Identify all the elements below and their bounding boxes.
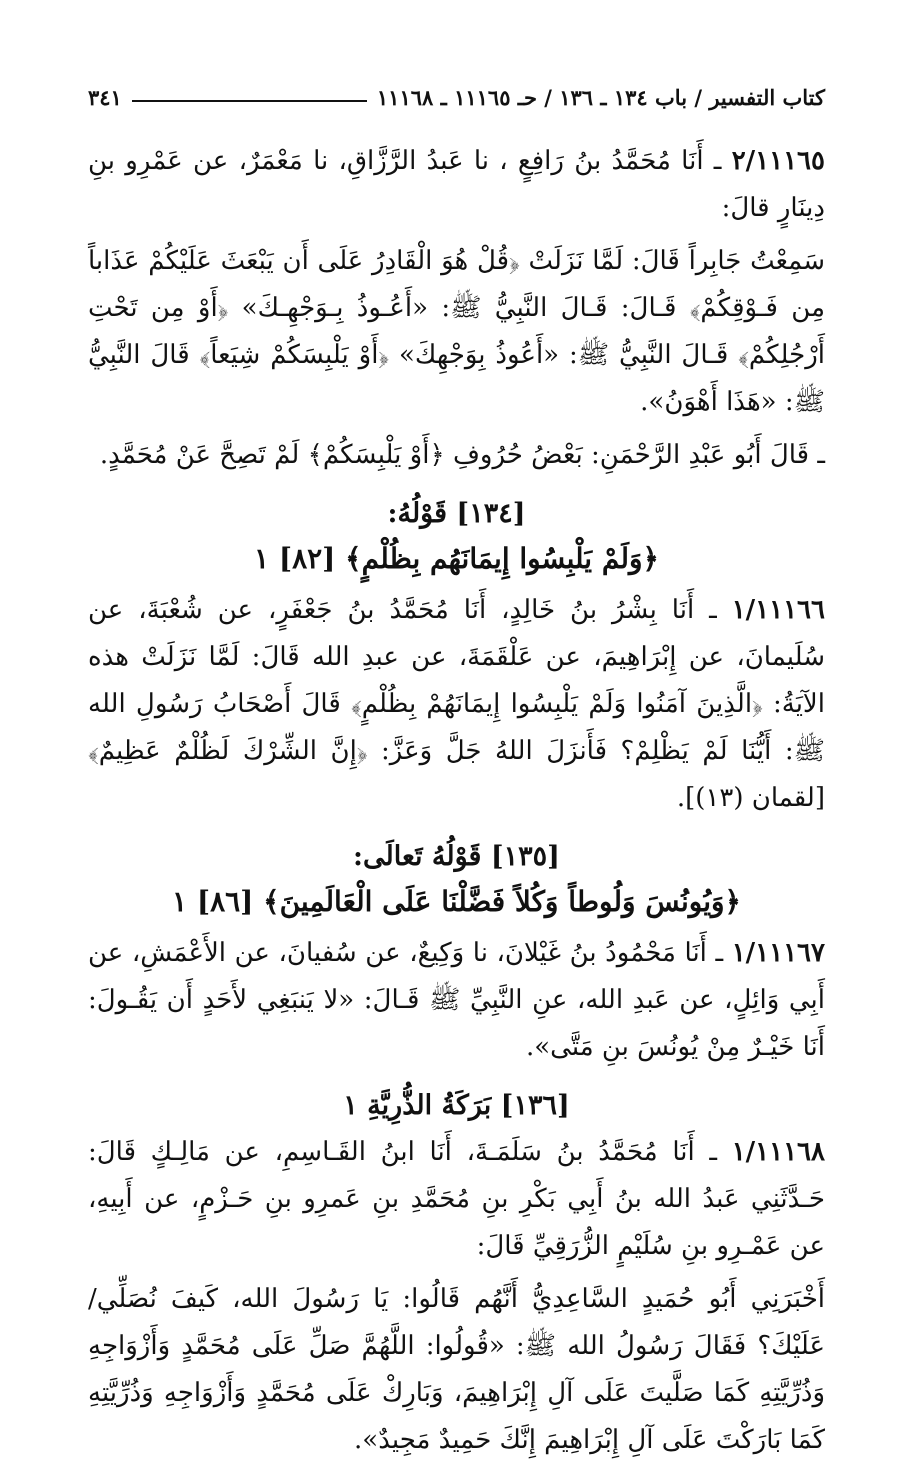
paragraph-text: ـ أَنَا مَحْمُودُ بنُ غَيْلانَ، نا وَكِيعٌ، عن سُفيانَ، عن الأَعْمَشِ، عن أَبِي وَائِلٍ، عن عَبدِ الله، عنِ النَّبِيِّ ﷺ قَـالَ: «لا يَنبَغِي لأَحَدٍ أَن يَقُـولَ: أَنَا خَيْـرٌ مِنْ يُونُسَ بنِ مَتَّى». bbox=[88, 938, 825, 1062]
paragraph-hadith-11166 bbox=[88, 587, 825, 822]
hadith-number: ١/١١١٦٨ bbox=[731, 1137, 825, 1167]
verse-82: ﴿وَلَمْ يَلْبِسُوا إِيمَانَهُم بِظُلْمٍ﴾ [٨٢] ١ bbox=[254, 542, 659, 575]
paragraph-text: ـ قَالَ أَبُو عَبْدِ الرَّحْمَنِ: بَعْضُ حُرُوفِ ﴿أَوْ يَلْبِسَكُمْ﴾ لَمْ تَصِحَّ عَنْ مُحَمَّدٍ. bbox=[99, 440, 825, 470]
section-heading-136: [١٣٦] بَرَكَةُ الذُّرِيَّةِ ١ bbox=[343, 1090, 570, 1121]
paragraph-hadith-11165 bbox=[88, 138, 825, 232]
paragraph-abu-humaid bbox=[88, 1276, 825, 1464]
paragraph-note bbox=[88, 432, 825, 479]
paragraph-jabir bbox=[88, 238, 825, 426]
header-title: كتاب التفسير / باب ١٣٤ ـ ١٣٦ / حـ ١١١٦٥ ـ ١١١٦٨ bbox=[376, 85, 825, 110]
running-header bbox=[88, 68, 825, 110]
paragraph-text: ـ أَنَا مُحَمَّدُ بنُ رَافِعٍ ، نا عَبدُ الرَّزَّاقِ، نا مَعْمَرٌ، عن عَمْرِو بنِ دِينَارٍ قالَ: bbox=[88, 146, 825, 223]
hadith-number: ١/١١١٦٧ bbox=[731, 938, 825, 968]
hadith-number: ٢/١١١٦٥ bbox=[731, 146, 825, 176]
paragraph-hadith-11167 bbox=[88, 930, 825, 1071]
paragraph-hadith-11168 bbox=[88, 1129, 825, 1270]
paragraph-text: ـ أَنَا بِشْرُ بنُ خَالِدٍ، أَنَا مُحَمَّدُ بنُ جَعْفَرٍ، عن شُعْبَةَ، عن سُلَيمانَ، عن إِبْرَاهِيمَ، عن عَلْقَمَةَ، عن عبدِ الله قَالَ: لَمَّا نَزَلَتْ هذه الآيَةُ: ﴿الَّذِينَ آمَنُوا وَلَمْ يَلْبِسُوا إِيمَانَهُمْ بِظُلْمٍ﴾ قَالَ أَصْحَابُ رَسُولِ الله ﷺ: أَيُّنَا لَمْ يَظْلِمْ؟ فَأَنزَلَ اللهُ جَلَّ وَعَزَّ: ﴿إِنَّ الشِّرْكَ لَظُلْمٌ عَظِيمٌ﴾ [لقمان (١٣)]. bbox=[88, 595, 825, 813]
paragraph-text: ـ أَنَا مُحَمَّدُ بنُ سَلَمَـةَ، أَنَا ابنُ القَـاسِمِ، عن مَالِـكٍ قَالَ: حَـدَّثَنِي عَبدُ الله بنُ أَبِي بَكْرِ بنِ مُحَمَّدِ بنِ عَمرِو بنِ حَـزْمٍ، عن أَبِيهِ، عن عَمْـرِو بنِ سُلَيْمٍ الزُّرَقِيِّ قَالَ: bbox=[88, 1137, 825, 1261]
section-heading-135: [١٣٥] قَوْلُهُ تَعالَى: bbox=[353, 841, 560, 872]
hadith-number: ١/١١١٦٦ bbox=[731, 595, 825, 625]
page-number: ٣٤١ bbox=[88, 85, 122, 110]
paragraph-text: سَمِعْتُ جَابِراً قَالَ: لَمَّا نَزَلَتْ ﴿قُلْ هُوَ الْقَادِرُ عَلَى أَن يَبْعَثَ عَلَيْكُمْ عَذَاباً مِن فَـوْقِكُمْ﴾ قَـالَ: قَـالَ النَّبِيُّ ﷺ: «أَعُـوذُ بِـوَجْهِـكَ» ﴿أَوْ مِن تَحْتِ أَرْجُلِكُمْ﴾ قَـالَ النَّبِيُّ ﷺ: «أَعُوذُ بِوَجْهِكَ» ﴿أَوْ يَلْبِسَكُمْ شِيَعاً﴾ قَالَ النَّبِيُّ ﷺ: «هَذَا أَهْوَنُ». bbox=[88, 246, 826, 417]
verse-86: ﴿وَيُونُسَ وَلُوطاً وَكُلاً فَضَّلْنَا عَلَى الْعَالَمِينَ﴾ [٨٦] ١ bbox=[172, 885, 741, 918]
page-body bbox=[88, 138, 825, 1464]
header-rule bbox=[132, 100, 367, 102]
section-heading-134: [١٣٤] قَوْلُهُ: bbox=[387, 498, 526, 529]
paragraph-text: أَخْبَرَنِي أَبُو حُمَيدٍ السَّاعِدِيُّ أَنَّهُم قَالُوا: يَا رَسُولَ الله، كَيفَ نُصَلِّي/ عَلَيْكَ؟ فَقَالَ رَسُولُ الله ﷺ: «قُولُوا: اللَّهُمَّ صَلِّ عَلَى مُحَمَّدٍ وَأَزْوَاجِهِ وَذُرِّيَّتِهِ كَمَا صَلَّيتَ عَلَى آلِ إِبْرَاهِيمَ، وَبَارِكْ عَلَى مُحَمَّدٍ وَأَزْوَاجِهِ وَذُرِّيَّتِهِ كَمَا بَارَكْتَ عَلَى آلِ إِبْرَاهِيمَ إِنَّكَ حَمِيدٌ مَجِيدٌ». bbox=[88, 1284, 825, 1455]
